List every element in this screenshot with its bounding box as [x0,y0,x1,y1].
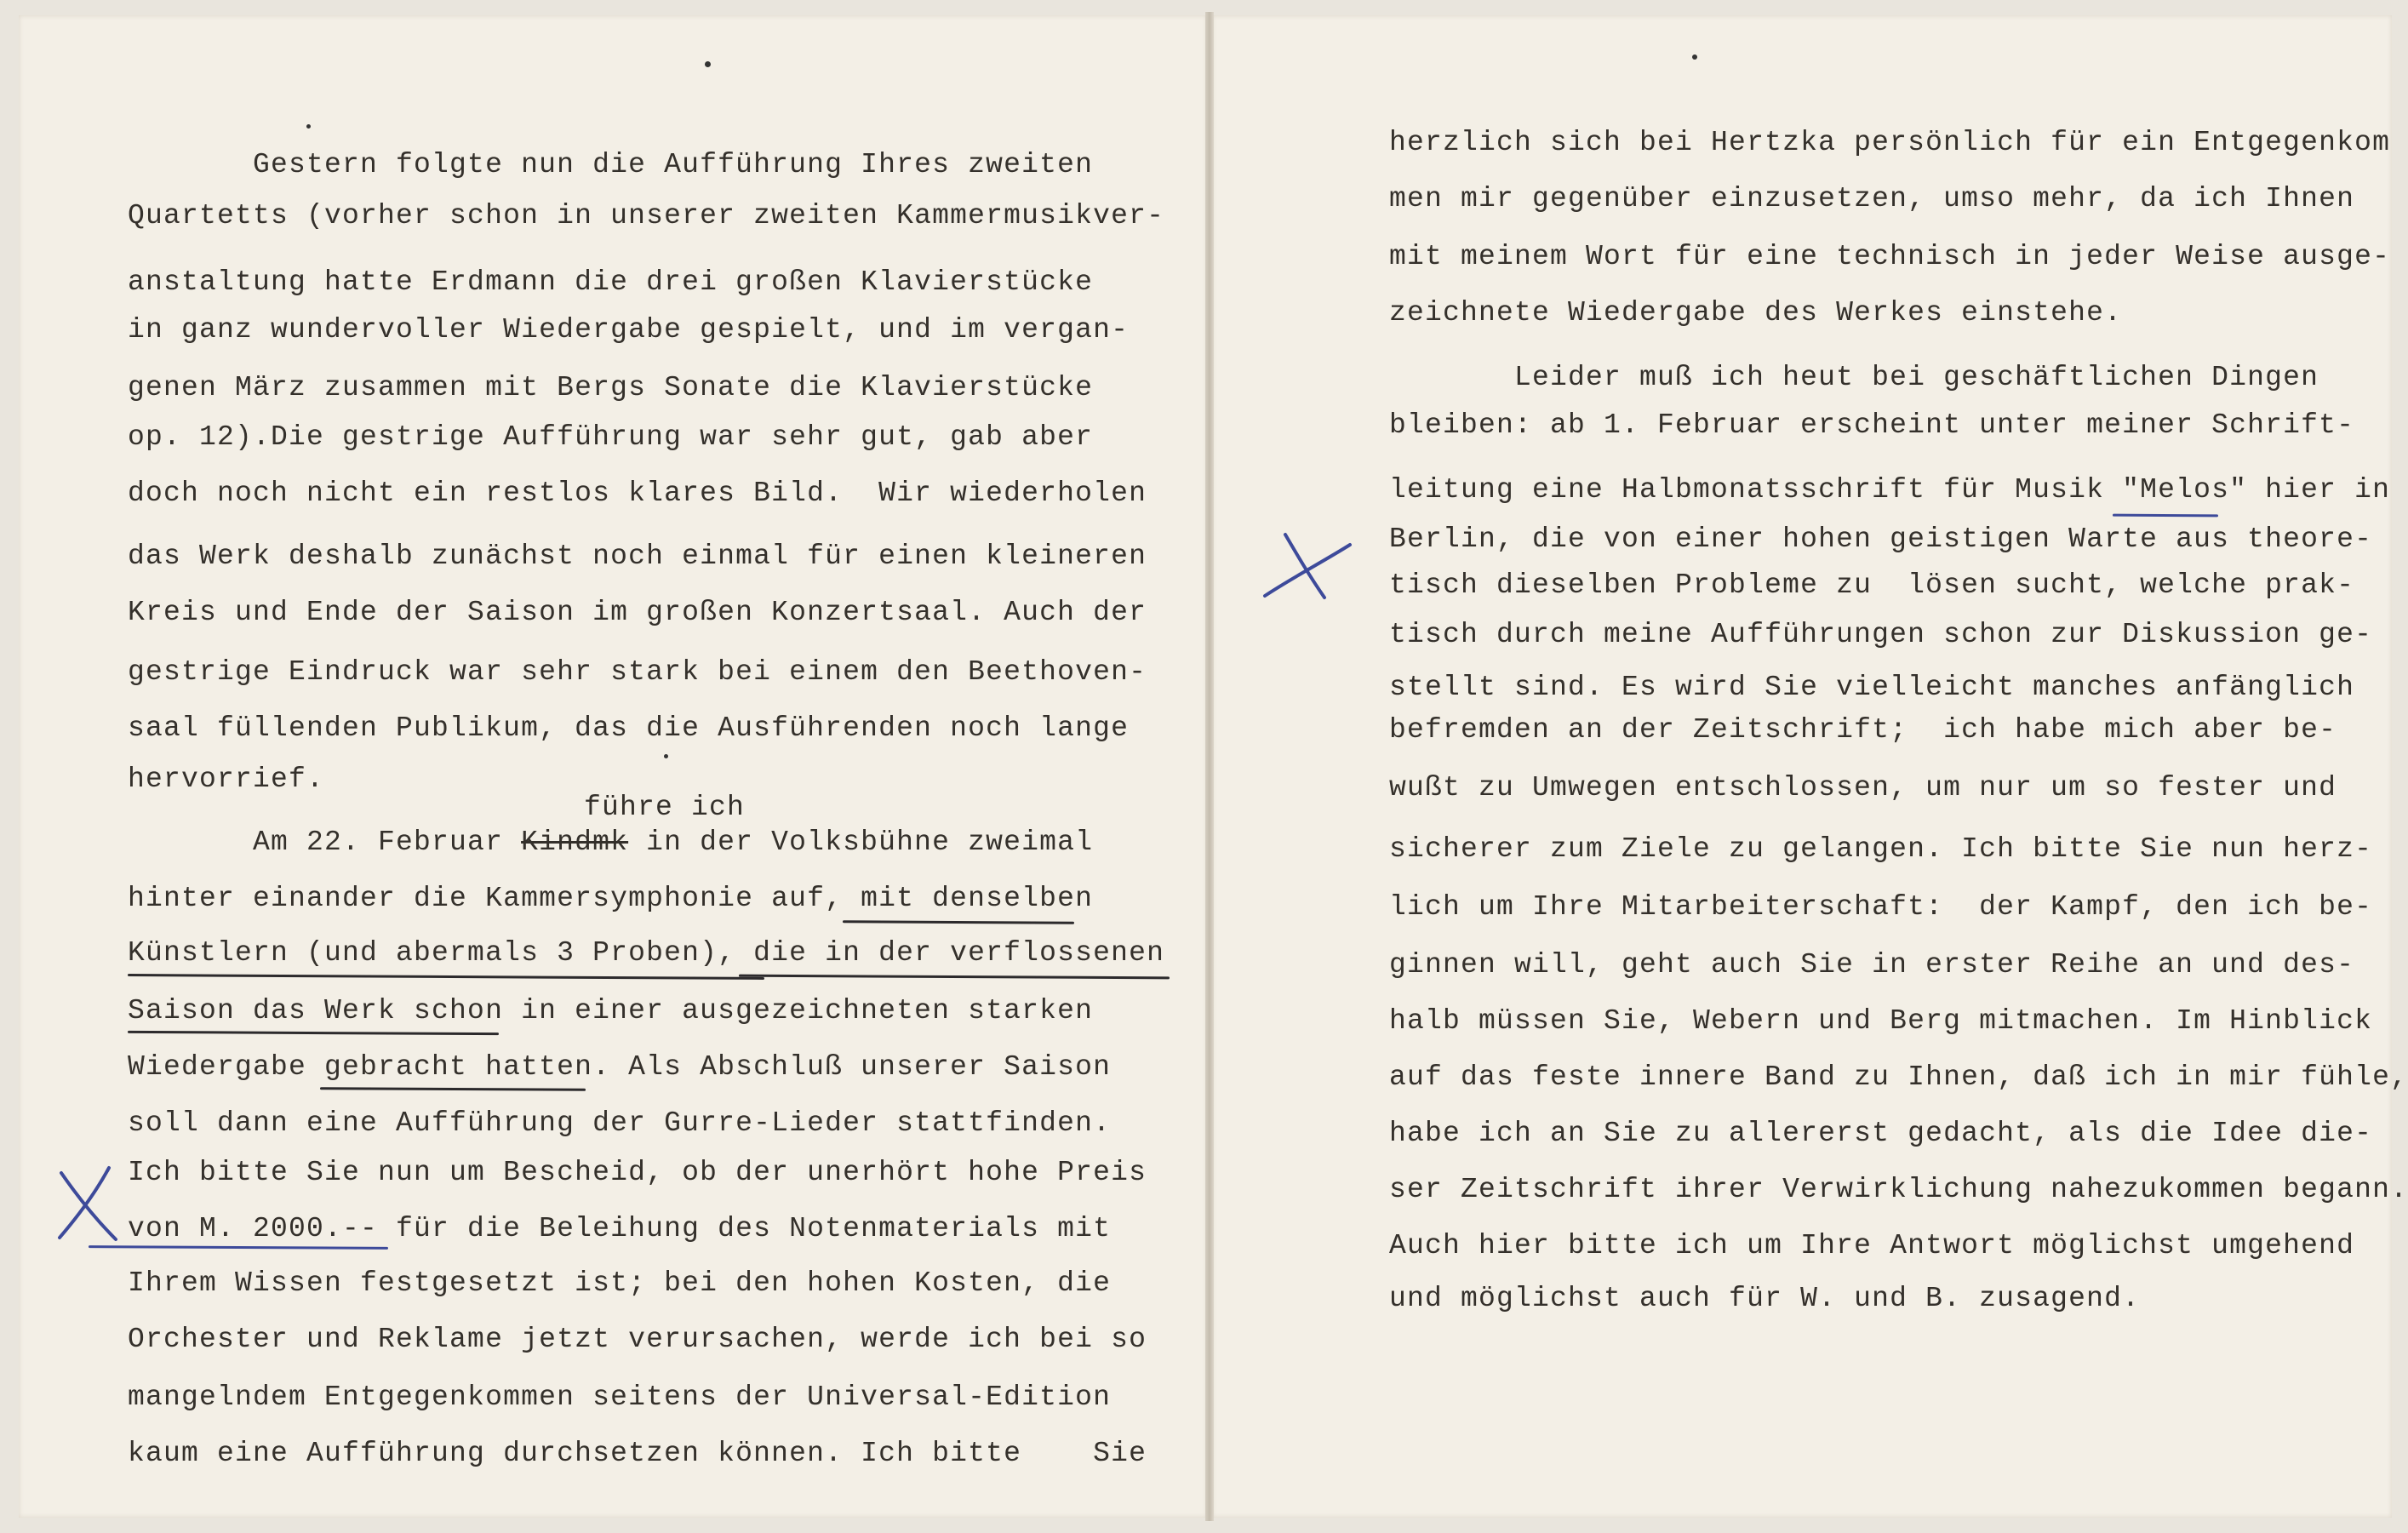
text-line: ginnen will, geht auch Sie in erster Reihe an und des- [1389,949,2355,981]
text-line: saal füllenden Publikum, das die Ausführenden noch lange [128,712,1130,744]
text-line: kaum eine Aufführung durchsetzen können. Ich bitte Sie [128,1438,1147,1469]
text-line: leitung eine Halbmonatsschrift für Musik "Melos" hier in [1389,474,2391,506]
text-line: tisch dieselben Probleme zu lösen sucht, welche prak- [1389,569,2355,601]
text-line: doch noch nicht ein restlos klares Bild. Wir wiederholen [128,478,1147,509]
text-line: Orchester und Reklame jetzt verursachen, werde ich bei so [128,1324,1147,1355]
text-line: tisch durch meine Aufführungen schon zur Diskussion ge- [1389,619,2373,650]
handwritten-insertion: führe ich [584,792,746,823]
text-line: ser Zeitschrift ihrer Verwirklichung nahezukommen begann. [1389,1174,2408,1205]
blue-pencil-cross-mark [1256,526,1357,603]
text-line: bleiben: ab 1. Februar erscheint unter meiner Schrift- [1389,409,2355,441]
text-line: gestrige Eindruck war sehr stark bei einem den Beethoven- [128,656,1147,688]
text-line: Am 22. Februar Kindmk in der Volksbühne zweimal [128,827,1094,858]
text-line: von M. 2000.-- für die Beleihung des Notenmaterials mit [128,1213,1112,1244]
text-line: befremden an der Zeitschrift; ich habe mich aber be- [1389,714,2337,746]
blue-pencil-underline [2113,514,2218,518]
text-line: habe ich an Sie zu allererst gedacht, als die Idee die- [1389,1118,2373,1149]
text-line: Ich bitte Sie nun um Bescheid, ob der unerhört hohe Preis [128,1157,1147,1188]
text-line: zeichnete Wiedergabe des Werkes einstehe. [1389,297,2123,329]
text-line: hinter einander die Kammersymphonie auf, mit denselben [128,883,1094,914]
paper-speck [306,124,311,129]
text-line: in ganz wundervoller Wiedergabe gespielt, und im vergan- [128,314,1130,346]
text-line: anstaltung hatte Erdmann die drei großen Klavierstücke [128,266,1094,298]
text-line: stellt sind. Es wird Sie vielleicht manches anfänglich [1389,672,2355,703]
paper-speck [664,754,668,758]
text-line: herzlich sich bei Hertzka persönlich für ein Entgegenkom [1389,127,2391,158]
text-line: sicherer zum Ziele zu gelangen. Ich bitte Sie nun herz- [1389,833,2373,865]
blue-pencil-cross-mark [54,1161,126,1246]
text-line: das Werk deshalb zunächst noch einmal für einen kleineren [128,541,1147,572]
text-line: wußt zu Umwegen entschlossen, um nur um so fester und [1389,772,2337,804]
text-line: Gestern folgte nun die Aufführung Ihres zweiten [128,149,1094,180]
text-line: Kreis und Ende der Saison im großen Konzertsaal. Auch der [128,597,1147,628]
text-line: und möglichst auch für W. und B. zusagend. [1389,1283,2141,1314]
text-line: op. 12).Die gestrige Aufführung war sehr gut, gab aber [128,421,1094,453]
paper-speck [1692,54,1697,60]
text-line: mit meinem Wort für eine technisch in jeder Weise ausge- [1389,241,2391,272]
text-line: Leider muß ich heut bei geschäftlichen Dingen [1389,362,2319,393]
text-line: auf das feste innere Band zu Ihnen, daß ich in mir fühle, [1389,1061,2408,1093]
paper-speck [705,61,711,67]
text-line: Ihrem Wissen festgesetzt ist; bei den hohen Kosten, die [128,1267,1112,1299]
struck-word: Kindmk [521,827,629,858]
text-line: men mir gegenüber einzusetzen, umso mehr, da ich Ihnen [1389,183,2355,215]
text-line: halb müssen Sie, Webern und Berg mitmachen. Im Hinblick [1389,1005,2373,1037]
text-line: Auch hier bitte ich um Ihre Antwort möglichst umgehend [1389,1230,2355,1261]
text-line: hervorrief. [128,764,325,795]
text-line: soll dann eine Aufführung der Gurre-Lieder stattfinden. [128,1107,1112,1139]
text-line: Berlin, die von einer hohen geistigen Warte aus theore- [1389,523,2373,555]
page-fold [1205,12,1214,1521]
text-line: Künstlern (und abermals 3 Proben), die in der verflossenen [128,937,1165,969]
text-line: Quartetts (vorher schon in unserer zweiten Kammermusikver- [128,200,1165,232]
text-line: mangelndem Entgegenkommen seitens der Universal-Edition [128,1381,1112,1413]
text-line: lich um Ihre Mitarbeiterschaft: der Kampf, den ich be- [1389,891,2373,923]
text-line: Wiedergabe gebracht hatten. Als Abschluß unserer Saison [128,1051,1112,1083]
text-line: genen März zusammen mit Bergs Sonate die Klavierstücke [128,372,1094,403]
text-line: Saison das Werk schon in einer ausgezeichneten starken [128,995,1094,1027]
